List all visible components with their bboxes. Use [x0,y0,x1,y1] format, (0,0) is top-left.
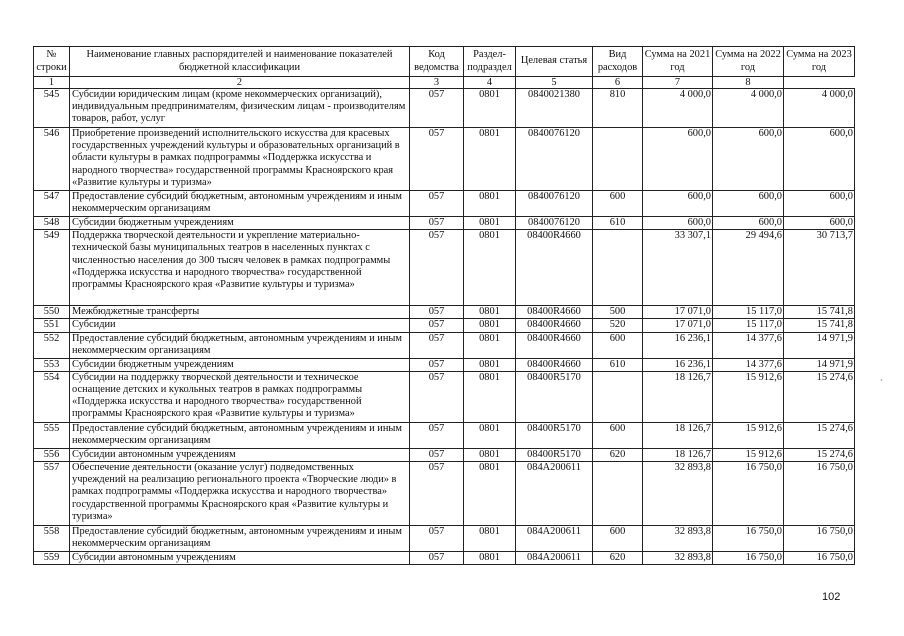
target-article-cell: 084A200611 [516,552,593,565]
scan-speck: ` [880,378,883,388]
target-article-cell: 0840076120 [516,128,593,191]
dept-code-cell: 057 [410,319,464,332]
target-article-cell: 08400R4660 [516,306,593,319]
dept-code-cell: 057 [410,128,464,191]
expense-type-cell [593,128,643,191]
sum-2023-cell: 600,0 [784,217,855,230]
section-cell: 0801 [464,448,516,461]
row-number-cell: 555 [34,422,70,448]
sum-2023-cell: 15 741,8 [784,319,855,332]
target-article-cell: 08400R5170 [516,448,593,461]
target-article-cell: 08400R4660 [516,230,593,306]
section-cell: 0801 [464,128,516,191]
column-number: 2 [70,77,410,89]
table-row [34,332,855,358]
sum-2023-cell: 600,0 [784,128,855,191]
target-article-cell: 0840021380 [516,89,593,128]
target-article-cell: 08400R4660 [516,319,593,332]
dept-code-cell: 057 [410,306,464,319]
table-row [34,448,855,461]
budget-table [33,46,855,565]
sum-2023-cell: 16 750,0 [784,526,855,552]
section-cell: 0801 [464,552,516,565]
section-cell: 0801 [464,422,516,448]
row-number-cell: 549 [34,230,70,306]
section-cell: 0801 [464,332,516,358]
name-cell: Субсидии [70,319,410,332]
row-number-cell: 547 [34,191,70,217]
target-article-cell: 08400R5170 [516,422,593,448]
sum-2021-cell: 4 000,0 [643,89,713,128]
table-row [34,89,855,128]
name-cell: Предоставление субсидий бюджетным, автономным учреждениям и иным некоммерческим организациям [70,526,410,552]
sum-2022-cell: 15 117,0 [713,306,784,319]
column-number: 4 [464,77,516,89]
row-number-cell: 545 [34,89,70,128]
dept-code-cell: 057 [410,462,464,526]
section-cell: 0801 [464,306,516,319]
sum-2021-cell: 16 236,1 [643,358,713,371]
target-article-cell: 0840076120 [516,217,593,230]
row-number-cell: 554 [34,371,70,422]
name-cell: Субсидии автономным учреждениям [70,552,410,565]
expense-type-cell: 620 [593,552,643,565]
sum-2022-cell: 600,0 [713,128,784,191]
sum-2022-cell: 16 750,0 [713,552,784,565]
sum-2022-cell: 15 912,6 [713,371,784,422]
row-number-cell: 558 [34,526,70,552]
expense-type-cell: 520 [593,319,643,332]
table-header [34,47,855,89]
sum-2021-cell: 18 126,7 [643,448,713,461]
sum-2022-cell: 16 750,0 [713,462,784,526]
expense-type-cell: 600 [593,332,643,358]
name-cell: Субсидии автономным учреждениям [70,448,410,461]
table-row [34,552,855,565]
row-number-cell: 551 [34,319,70,332]
sum-2022-cell: 15 117,0 [713,319,784,332]
table-body [34,89,855,565]
row-number-cell: 546 [34,128,70,191]
sum-2022-cell: 14 377,6 [713,358,784,371]
sum-2021-cell: 16 236,1 [643,332,713,358]
section-cell: 0801 [464,319,516,332]
sum-2021-cell: 17 071,0 [643,306,713,319]
column-number: 1 [34,77,70,89]
target-article-cell: 08400R4660 [516,332,593,358]
dept-code-cell: 057 [410,448,464,461]
section-cell: 0801 [464,526,516,552]
section-cell: 0801 [464,217,516,230]
sum-2023-cell: 4 000,0 [784,89,855,128]
table-row [34,358,855,371]
name-cell: Субсидии бюджетным учреждениям [70,217,410,230]
sum-2021-cell: 18 126,7 [643,422,713,448]
header-sum-2022: Сумма на 2022 год [713,47,784,77]
row-number-cell: 553 [34,358,70,371]
sum-2021-cell: 32 893,8 [643,462,713,526]
expense-type-cell [593,371,643,422]
row-number-cell: 557 [34,462,70,526]
section-cell: 0801 [464,371,516,422]
table-row [34,319,855,332]
name-cell: Поддержка творческой деятельности и укрепление материально-технической базы муниципальных театров в населенных пунктах с численностью населения до 300 тысяч человек в рамках подпрограммы «Поддержка искусства и народного творчества» государственной программы Красноярского края «Развитие культуры и туризма» [70,230,410,306]
row-number-cell: 552 [34,332,70,358]
sum-2022-cell: 600,0 [713,217,784,230]
sum-2021-cell: 32 893,8 [643,552,713,565]
name-cell: Предоставление субсидий бюджетным, автономным учреждениям и иным некоммерческим организациям [70,422,410,448]
section-cell: 0801 [464,230,516,306]
dept-code-cell: 057 [410,358,464,371]
row-number-cell: 548 [34,217,70,230]
column-number-row [34,77,855,89]
dept-code-cell: 057 [410,422,464,448]
sum-2021-cell: 600,0 [643,191,713,217]
expense-type-cell [593,230,643,306]
target-article-cell: 084A200611 [516,526,593,552]
expense-type-cell: 600 [593,422,643,448]
name-cell: Субсидии на поддержку творческой деятельности и техническое оснащение детских и кукольных театров в рамках подпрограммы «Поддержка искусства и народного творчества» государственной программы Красноярского края «Развитие культуры и туризма» [70,371,410,422]
target-article-cell: 0840076120 [516,191,593,217]
sum-2023-cell: 15 274,6 [784,422,855,448]
target-article-cell: 08400R5170 [516,371,593,422]
expense-type-cell [593,462,643,526]
dept-code-cell: 057 [410,371,464,422]
target-article-cell: 08400R4660 [516,358,593,371]
sum-2023-cell: 16 750,0 [784,552,855,565]
header-expense-type: Вид расходов [593,47,643,77]
sum-2022-cell: 4 000,0 [713,89,784,128]
sum-2022-cell: 16 750,0 [713,526,784,552]
dept-code-cell: 057 [410,230,464,306]
table-row [34,191,855,217]
header-row-number: № строки [34,47,70,77]
name-cell: Субсидии бюджетным учреждениям [70,358,410,371]
section-cell: 0801 [464,462,516,526]
sum-2023-cell: 30 713,7 [784,230,855,306]
dept-code-cell: 057 [410,552,464,565]
column-number: 8 [713,77,784,89]
name-cell: Приобретение произведений исполнительского искусства для красевых государственных учреждений культуры и образовательных организаций в области культуры в рамках подпрограммы «Поддержка искусства и народного творчества» государственной программы Красноярского края «Развитие культуры и туризма» [70,128,410,191]
header-dept-code: Код ведомства [410,47,464,77]
header-sum-2021: Сумма на 2021 год [643,47,713,77]
name-cell: Предоставление субсидий бюджетным, автономным учреждениям и иным некоммерческим организациям [70,191,410,217]
section-cell: 0801 [464,358,516,371]
table-row [34,128,855,191]
expense-type-cell: 600 [593,526,643,552]
dept-code-cell: 057 [410,89,464,128]
table-row [34,526,855,552]
header-sum-2023: Сумма на 2023 год [784,47,855,77]
row-number-cell: 550 [34,306,70,319]
sum-2023-cell: 15 741,8 [784,306,855,319]
sum-2021-cell: 600,0 [643,128,713,191]
name-cell: Обеспечение деятельности (оказание услуг) подведомственных учреждений на реализацию регионального проекта «Творческие люди» в рамках подпрограммы «Поддержка искусства и народного творчества» государственной программы Красноярского края «Развитие культуры и туризма» [70,462,410,526]
sum-2023-cell: 600,0 [784,191,855,217]
table-row [34,371,855,422]
target-article-cell: 084A200611 [516,462,593,526]
table-row [34,422,855,448]
name-cell: Межбюджетные трансферты [70,306,410,319]
table-row [34,462,855,526]
dept-code-cell: 057 [410,217,464,230]
column-number: 7 [643,77,713,89]
sum-2022-cell: 29 494,6 [713,230,784,306]
name-cell: Предоставление субсидий бюджетным, автономным учреждениям и иным некоммерческим организациям [70,332,410,358]
sum-2023-cell: 15 274,6 [784,371,855,422]
header-section: Раздел-подраздел [464,47,516,77]
header-name: Наименование главных распорядителей и наименование показателей бюджетной классификации [70,47,410,77]
sum-2023-cell: 15 274,6 [784,448,855,461]
column-number: 6 [593,77,643,89]
sum-2022-cell: 600,0 [713,191,784,217]
sum-2021-cell: 600,0 [643,217,713,230]
sum-2021-cell: 33 307,1 [643,230,713,306]
header-target-article: Целевая статья [516,47,593,77]
sum-2022-cell: 15 912,6 [713,422,784,448]
table-row [34,230,855,306]
column-number: 5 [516,77,593,89]
dept-code-cell: 057 [410,332,464,358]
expense-type-cell: 610 [593,358,643,371]
expense-type-cell: 810 [593,89,643,128]
table-row [34,217,855,230]
section-cell: 0801 [464,89,516,128]
row-number-cell: 556 [34,448,70,461]
expense-type-cell: 600 [593,191,643,217]
page-number: 102 [822,591,841,603]
sum-2021-cell: 18 126,7 [643,371,713,422]
sum-2021-cell: 17 071,0 [643,319,713,332]
sum-2023-cell: 16 750,0 [784,462,855,526]
sum-2023-cell: 14 971,9 [784,332,855,358]
dept-code-cell: 057 [410,526,464,552]
dept-code-cell: 057 [410,191,464,217]
budget-table-sheet [33,46,855,565]
expense-type-cell: 500 [593,306,643,319]
sum-2022-cell: 15 912,6 [713,448,784,461]
sum-2022-cell: 14 377,6 [713,332,784,358]
expense-type-cell: 620 [593,448,643,461]
column-number: 3 [410,77,464,89]
row-number-cell: 559 [34,552,70,565]
name-cell: Субсидии юридическим лицам (кроме некоммерческих организаций), индивидуальным предпринимателям, физическим лицам - производителям товаров, работ, услуг [70,89,410,128]
sum-2021-cell: 32 893,8 [643,526,713,552]
sum-2023-cell: 14 971,9 [784,358,855,371]
table-row [34,306,855,319]
expense-type-cell: 610 [593,217,643,230]
section-cell: 0801 [464,191,516,217]
